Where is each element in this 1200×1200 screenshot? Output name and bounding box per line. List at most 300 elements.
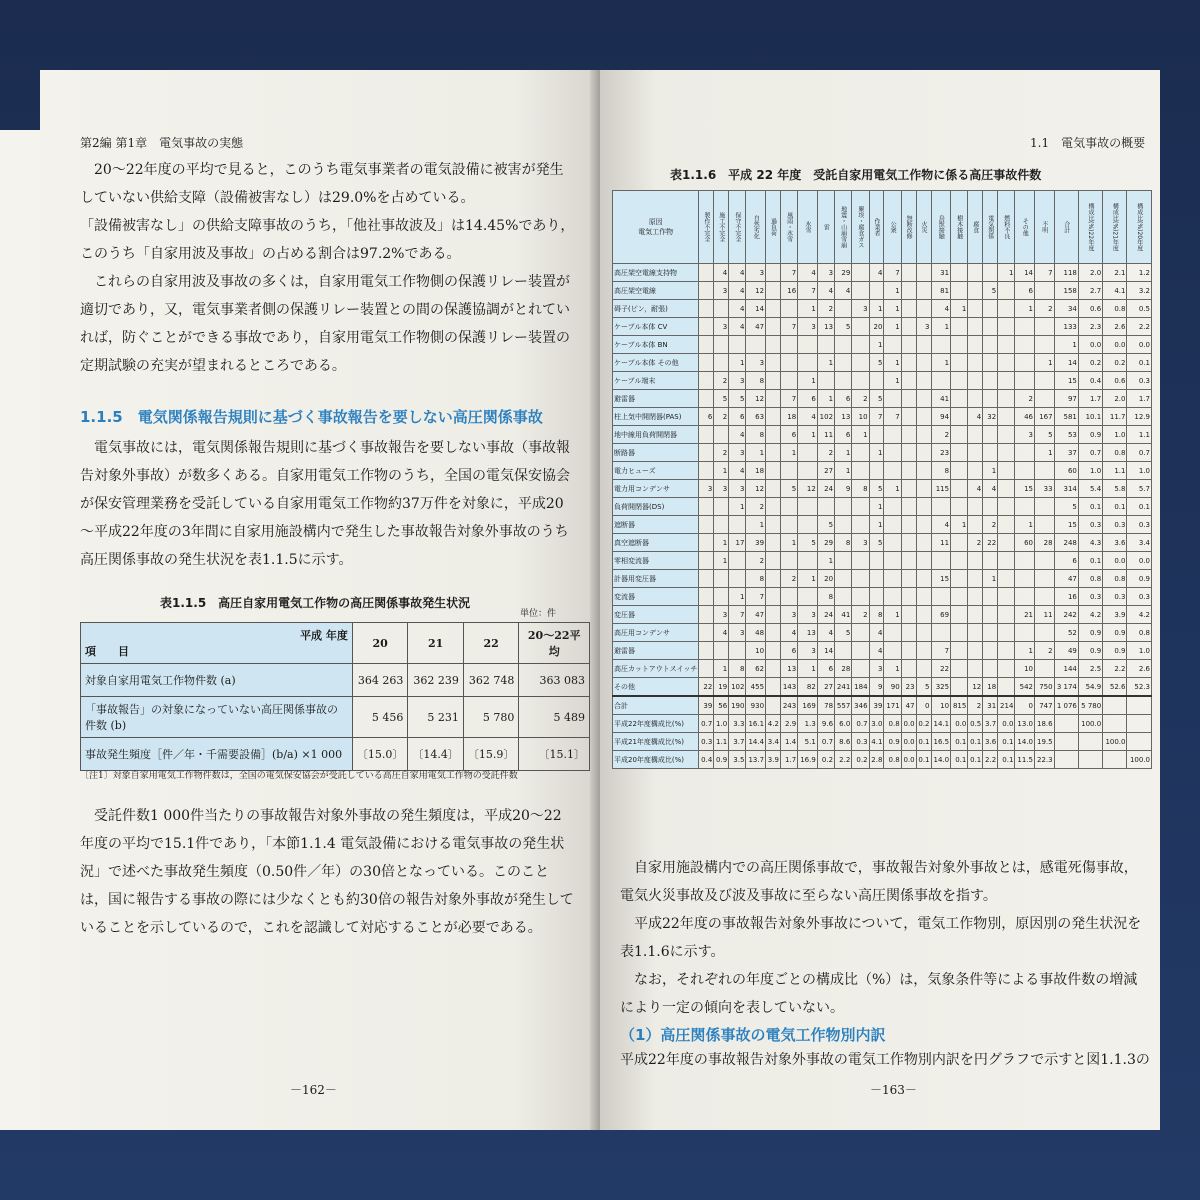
section-title: 1.1.5 電気関係報告規則に基づく事故報告を要しない高圧関係事故 bbox=[80, 408, 543, 426]
cell: 14.1 bbox=[931, 715, 951, 733]
cell: 1 bbox=[780, 534, 797, 552]
cell: 0.8 bbox=[1078, 570, 1102, 588]
cell bbox=[835, 498, 852, 516]
cell: 0.0 bbox=[901, 751, 916, 769]
cell: 10 bbox=[931, 696, 951, 715]
row-label: 真空遮断器 bbox=[613, 534, 699, 552]
cell: 0.1 bbox=[968, 751, 983, 769]
cell: 5 bbox=[729, 390, 746, 408]
cell: 3 bbox=[780, 606, 797, 624]
cell bbox=[951, 354, 968, 372]
table-row bbox=[613, 534, 1152, 552]
cell: 49 bbox=[1054, 642, 1078, 660]
cell: 12 bbox=[746, 282, 766, 300]
table-116-col-header: 地震・山崩雪崩 bbox=[835, 191, 852, 264]
cell: 2.9 bbox=[780, 715, 797, 733]
cell: 5 bbox=[983, 282, 998, 300]
cell: 363 083 bbox=[519, 664, 590, 697]
row-label: 電力ヒューズ bbox=[613, 462, 699, 480]
table-116-col-header: 燃料不良 bbox=[998, 191, 1015, 264]
cell: 3 bbox=[798, 318, 818, 336]
cell bbox=[766, 552, 781, 570]
cell bbox=[729, 642, 746, 660]
table-116-col-header: 自然劣化 bbox=[746, 191, 766, 264]
cell bbox=[1035, 318, 1055, 336]
cell: 7 bbox=[780, 318, 797, 336]
cell bbox=[780, 300, 797, 318]
cell: 1 bbox=[884, 282, 901, 300]
cell: 14.0 bbox=[1015, 733, 1035, 751]
cell: 1 bbox=[1035, 354, 1055, 372]
cell: 1 bbox=[798, 660, 818, 678]
cell: 4 bbox=[798, 264, 818, 282]
cell bbox=[1054, 733, 1078, 751]
cell bbox=[1015, 570, 1035, 588]
cell bbox=[884, 588, 901, 606]
cell bbox=[983, 300, 998, 318]
cell bbox=[766, 408, 781, 426]
cell: 4 bbox=[983, 480, 998, 498]
cell bbox=[699, 588, 714, 606]
cell bbox=[998, 552, 1015, 570]
cell bbox=[951, 372, 968, 390]
cell: 5 bbox=[1035, 426, 1055, 444]
cell bbox=[766, 372, 781, 390]
cell bbox=[766, 390, 781, 408]
cell: 5 bbox=[1054, 498, 1078, 516]
cell: 0.0 bbox=[1127, 552, 1152, 570]
cell bbox=[931, 552, 951, 570]
cell: 6 bbox=[780, 426, 797, 444]
cell: 0.0 bbox=[1078, 336, 1102, 354]
cell bbox=[1035, 282, 1055, 300]
cell bbox=[869, 282, 884, 300]
cell: 4 bbox=[729, 318, 746, 336]
cell: 4.3 bbox=[1078, 534, 1102, 552]
cell: 3 bbox=[916, 318, 931, 336]
cell bbox=[983, 264, 998, 282]
cell bbox=[699, 660, 714, 678]
table-row bbox=[613, 733, 1152, 751]
cell: 0.7 bbox=[1127, 444, 1152, 462]
cell: 0.4 bbox=[1078, 372, 1102, 390]
cell: 1.0 bbox=[1078, 462, 1102, 480]
table-115-col: 22 bbox=[463, 623, 519, 664]
cell: 362 239 bbox=[408, 664, 464, 697]
cell: 0.1 bbox=[1103, 498, 1127, 516]
cell bbox=[901, 444, 916, 462]
table-116-col-header: 構成比(%)20年度 bbox=[1127, 191, 1152, 264]
right-page-number: －163－ bbox=[870, 1083, 917, 1097]
cell: 94 bbox=[931, 408, 951, 426]
cell: 1 bbox=[835, 462, 852, 480]
cell: 5 bbox=[714, 390, 729, 408]
cell bbox=[901, 318, 916, 336]
cell: 0 bbox=[916, 696, 931, 715]
cell bbox=[901, 354, 916, 372]
cell: 0.0 bbox=[901, 715, 916, 733]
row-label: ケーブル本体 BN bbox=[613, 336, 699, 354]
cell: 8.6 bbox=[835, 733, 852, 751]
cell bbox=[901, 336, 916, 354]
cell: 0.1 bbox=[951, 733, 968, 751]
row-label: 合計 bbox=[613, 696, 699, 715]
cell: 19.5 bbox=[1035, 733, 1055, 751]
cell: 1.7 bbox=[780, 751, 797, 769]
cell: 0.8 bbox=[1103, 570, 1127, 588]
table-115-header-item: 項 目 bbox=[85, 645, 129, 658]
cell: 0.7 bbox=[852, 715, 869, 733]
cell: 542 bbox=[1015, 678, 1035, 697]
cell: 12 bbox=[746, 390, 766, 408]
cell: 3 bbox=[852, 534, 869, 552]
cell bbox=[766, 336, 781, 354]
cell: 60 bbox=[1015, 534, 1035, 552]
cell bbox=[983, 318, 998, 336]
cell: 6 bbox=[780, 642, 797, 660]
cell: 54.9 bbox=[1078, 678, 1102, 697]
cell: 0.9 bbox=[1103, 642, 1127, 660]
cell bbox=[951, 552, 968, 570]
cell: 1 bbox=[852, 426, 869, 444]
cell: 0.8 bbox=[1127, 624, 1152, 642]
cell: 13 bbox=[780, 660, 797, 678]
cell: 0.2 bbox=[916, 715, 931, 733]
cell: 11 bbox=[1035, 606, 1055, 624]
cell bbox=[852, 462, 869, 480]
cell: 2 bbox=[817, 444, 834, 462]
cell bbox=[916, 624, 931, 642]
cell bbox=[852, 570, 869, 588]
cell: 0.6 bbox=[1103, 372, 1127, 390]
cell bbox=[1015, 552, 1035, 570]
cell: 6.0 bbox=[835, 715, 852, 733]
cell: 1.0 bbox=[1127, 642, 1152, 660]
cell: 6 bbox=[699, 408, 714, 426]
cell: 5 bbox=[780, 480, 797, 498]
cell bbox=[798, 588, 818, 606]
cell: 1 bbox=[983, 570, 998, 588]
cell: 3 bbox=[1015, 426, 1035, 444]
row-label: その他 bbox=[613, 678, 699, 697]
table-116-corner bbox=[613, 191, 699, 264]
cell: 14 bbox=[817, 642, 834, 660]
cell bbox=[766, 642, 781, 660]
cell: 143 bbox=[780, 678, 797, 697]
table-115-unit: 単位：件 bbox=[520, 609, 557, 619]
left-page-number: －162－ bbox=[290, 1083, 337, 1097]
table-116-col-header: 不明 bbox=[1035, 191, 1055, 264]
cell: 〔15.0〕 bbox=[352, 738, 408, 771]
cell bbox=[968, 282, 983, 300]
cell: 9 bbox=[835, 480, 852, 498]
cell: 10 bbox=[746, 642, 766, 660]
cell bbox=[884, 462, 901, 480]
table-row bbox=[613, 588, 1152, 606]
cell bbox=[901, 480, 916, 498]
cell bbox=[998, 516, 1015, 534]
cell: 8 bbox=[746, 570, 766, 588]
row-label: 「事故報告」の対象になっていない高圧関係事故の件数 (b) bbox=[81, 697, 353, 738]
cell: 118 bbox=[1054, 264, 1078, 282]
cell bbox=[916, 642, 931, 660]
cell: 5 780 bbox=[1078, 696, 1102, 715]
cell: 13 bbox=[817, 318, 834, 336]
cell: 12.9 bbox=[1127, 408, 1152, 426]
cell: 0.1 bbox=[1127, 354, 1152, 372]
cell bbox=[699, 570, 714, 588]
cell: 1 bbox=[931, 318, 951, 336]
cell bbox=[798, 354, 818, 372]
cell: 29 bbox=[817, 534, 834, 552]
cell bbox=[983, 372, 998, 390]
cell: 20 bbox=[869, 318, 884, 336]
cell bbox=[699, 516, 714, 534]
cell: 47 bbox=[746, 318, 766, 336]
cell bbox=[1015, 444, 1035, 462]
cell bbox=[869, 570, 884, 588]
cell: 7 bbox=[931, 642, 951, 660]
cell: 12 bbox=[968, 678, 983, 697]
cell: 1 bbox=[951, 300, 968, 318]
cell bbox=[852, 336, 869, 354]
cell: 0.3 bbox=[1078, 588, 1102, 606]
cell bbox=[766, 318, 781, 336]
cell: 144 bbox=[1054, 660, 1078, 678]
cell bbox=[699, 444, 714, 462]
cell: 1.1 bbox=[714, 733, 729, 751]
cell bbox=[780, 498, 797, 516]
cell bbox=[998, 318, 1015, 336]
left-running-header: 第2編 第1章 電気事故の実態 bbox=[80, 136, 244, 150]
cell bbox=[699, 534, 714, 552]
table-row bbox=[613, 390, 1152, 408]
cell: 214 bbox=[998, 696, 1015, 715]
cell: 16.1 bbox=[746, 715, 766, 733]
cell: 0.0 bbox=[1103, 336, 1127, 354]
cell bbox=[884, 426, 901, 444]
cell: 3.9 bbox=[1103, 606, 1127, 624]
cell bbox=[1035, 516, 1055, 534]
cell bbox=[714, 354, 729, 372]
cell: 2.7 bbox=[1078, 282, 1102, 300]
cell bbox=[916, 534, 931, 552]
cell bbox=[835, 642, 852, 660]
row-label: 変圧器 bbox=[613, 606, 699, 624]
cell bbox=[869, 588, 884, 606]
cell: 22 bbox=[983, 534, 998, 552]
cell bbox=[835, 588, 852, 606]
row-label: 対象自家用電気工作物件数 (a) bbox=[81, 664, 353, 697]
cell bbox=[916, 498, 931, 516]
cell: 184 bbox=[852, 678, 869, 697]
cell: 0.2 bbox=[817, 751, 834, 769]
cell: 41 bbox=[835, 606, 852, 624]
cell: 1.7 bbox=[1078, 390, 1102, 408]
cell bbox=[968, 318, 983, 336]
table-row bbox=[613, 318, 1152, 336]
cell bbox=[714, 642, 729, 660]
cell: 9.6 bbox=[817, 715, 834, 733]
cell: 6 bbox=[817, 660, 834, 678]
cell bbox=[998, 354, 1015, 372]
table-row bbox=[613, 372, 1152, 390]
cell bbox=[766, 660, 781, 678]
cell bbox=[780, 552, 797, 570]
cell: 100.0 bbox=[1103, 733, 1127, 751]
cell: 0.0 bbox=[1103, 552, 1127, 570]
cell: 16.5 bbox=[931, 733, 951, 751]
cell: 1 bbox=[714, 660, 729, 678]
table-115 bbox=[80, 622, 590, 771]
cell bbox=[998, 660, 1015, 678]
cell: 69 bbox=[931, 606, 951, 624]
cell: 32 bbox=[983, 408, 998, 426]
cell bbox=[766, 264, 781, 282]
table-116-col-header: 施工不完全 bbox=[714, 191, 729, 264]
cell bbox=[852, 588, 869, 606]
table-row bbox=[613, 606, 1152, 624]
cell bbox=[714, 336, 729, 354]
cell: 1.3 bbox=[798, 715, 818, 733]
table-row bbox=[613, 480, 1152, 498]
cell: 11 bbox=[817, 426, 834, 444]
cell: 0.8 bbox=[884, 715, 901, 733]
cell: 0.3 bbox=[699, 733, 714, 751]
table-115-note: 〔注1〕対象自家用電気工作物件数は，全国の電気保安協会が受託している高圧自家用電気工作物の受託件数 bbox=[80, 771, 518, 781]
cell: 24 bbox=[817, 606, 834, 624]
section-paragraph: 電気事故には，電気関係報告規則に基づく事故報告を要しない事故（事故報告対象外事故）が数多くある。自家用電気工作物のうち，全国の電気保安協会が保安管理業務を受託している自家用電気工作物約37万件を対象に，平成20～平成22年度の3年間に自家用施設構内で発生した事故報告対象外事故のうち高圧関係事故の発生状況を表1.1.5に示す。 bbox=[80, 440, 570, 568]
table-115-header-cell bbox=[81, 623, 353, 664]
cell: 10 bbox=[852, 408, 869, 426]
cell: 1 bbox=[798, 426, 818, 444]
left-paragraph-1: 20～22年度の平均で見ると，このうち電気事業者の電気設備に被害が発生していない供給支障（設備被害なし）は29.0%を占めている。 bbox=[80, 162, 564, 206]
cell bbox=[968, 264, 983, 282]
cell: 5 bbox=[835, 624, 852, 642]
cell: 0.0 bbox=[998, 715, 1015, 733]
cell bbox=[931, 498, 951, 516]
cell: 248 bbox=[1054, 534, 1078, 552]
cell bbox=[951, 606, 968, 624]
cell: 1 bbox=[884, 606, 901, 624]
cell bbox=[1035, 588, 1055, 606]
cell: 4 bbox=[869, 642, 884, 660]
cell bbox=[699, 282, 714, 300]
table-row bbox=[613, 552, 1152, 570]
cell: 8 bbox=[729, 660, 746, 678]
cell: 362 748 bbox=[463, 664, 519, 697]
cell bbox=[951, 462, 968, 480]
cell: 1 bbox=[729, 588, 746, 606]
cell: 78 bbox=[817, 696, 834, 715]
cell bbox=[983, 498, 998, 516]
cell bbox=[852, 282, 869, 300]
cell: 100.0 bbox=[1127, 751, 1152, 769]
cell: 18 bbox=[780, 408, 797, 426]
cell bbox=[951, 282, 968, 300]
cell: 5 489 bbox=[519, 697, 590, 738]
cell: 3.2 bbox=[1127, 282, 1152, 300]
cell bbox=[998, 588, 1015, 606]
cell: 3 bbox=[852, 300, 869, 318]
cell: 0.1 bbox=[916, 733, 931, 751]
cell: 5 bbox=[798, 534, 818, 552]
cell: 14 bbox=[1054, 354, 1078, 372]
cell bbox=[1054, 751, 1078, 769]
cell: 1 bbox=[951, 516, 968, 534]
cell bbox=[729, 552, 746, 570]
table-115-col: 20～22平均 bbox=[519, 623, 590, 664]
cell: 7 bbox=[798, 282, 818, 300]
cell: 47 bbox=[746, 606, 766, 624]
cell bbox=[884, 390, 901, 408]
cell: 41 bbox=[931, 390, 951, 408]
cell bbox=[901, 534, 916, 552]
table-115-col: 21 bbox=[408, 623, 464, 664]
cell: 0.9 bbox=[1078, 642, 1102, 660]
subsection-title: （1）高圧関係事故の電気工作物別内訳 bbox=[620, 1026, 886, 1044]
cell bbox=[916, 354, 931, 372]
subsection-text: 平成22年度の事故報告対象外事故の電気工作物別内訳を円グラフで示すと図1.1.3の bbox=[620, 1052, 1150, 1068]
cell bbox=[884, 516, 901, 534]
closing-paragraph: 受託件数1 000件当たりの事故報告対象外事故の発生頻度は，平成20～22年度の平均で15.1件であり，「本節1.1.4 電気設備における電気事故の発生状況」で述べた事故発生頻度（0.50件／年）の30倍となっている。このことは，国に報告する事故の際には少なくとも約30倍の報告対象外事故が発生していることを示しているので，これを認識して対応することが必要である。 bbox=[80, 808, 574, 936]
cell: 14.4 bbox=[746, 733, 766, 751]
cell: 5.8 bbox=[1103, 480, 1127, 498]
cell bbox=[901, 372, 916, 390]
cell: 10.1 bbox=[1078, 408, 1102, 426]
cell: 4 bbox=[714, 624, 729, 642]
cell: 47 bbox=[1054, 570, 1078, 588]
cell: 0.1 bbox=[951, 751, 968, 769]
row-label: 事故発生頻度［件／年・千需要設備］(b/a) ×1 000 bbox=[81, 738, 353, 771]
cell bbox=[1015, 318, 1035, 336]
cell bbox=[931, 372, 951, 390]
cell: 133 bbox=[1054, 318, 1078, 336]
cell: 0.4 bbox=[699, 751, 714, 769]
cell: 5 bbox=[869, 480, 884, 498]
cell: 455 bbox=[746, 678, 766, 697]
cell: 750 bbox=[1035, 678, 1055, 697]
cell bbox=[901, 498, 916, 516]
cell bbox=[766, 282, 781, 300]
cell: 34 bbox=[1054, 300, 1078, 318]
cell: 0.3 bbox=[1127, 372, 1152, 390]
cell: 1 bbox=[1015, 642, 1035, 660]
cell bbox=[699, 642, 714, 660]
cell: 2.1 bbox=[1103, 264, 1127, 282]
cell: 4 bbox=[729, 264, 746, 282]
cell bbox=[998, 444, 1015, 462]
table-row bbox=[613, 624, 1152, 642]
cell: 3.7 bbox=[983, 715, 998, 733]
cell bbox=[852, 444, 869, 462]
cell bbox=[1015, 354, 1035, 372]
cell: 3.9 bbox=[766, 751, 781, 769]
cell bbox=[998, 606, 1015, 624]
cell: 1 bbox=[1015, 300, 1035, 318]
cell: 3 bbox=[714, 606, 729, 624]
cell bbox=[729, 336, 746, 354]
cell: 12 bbox=[746, 480, 766, 498]
cell: 1 bbox=[798, 300, 818, 318]
cell bbox=[714, 426, 729, 444]
cell: 2.0 bbox=[1078, 264, 1102, 282]
cell: 19 bbox=[714, 678, 729, 697]
cell bbox=[983, 336, 998, 354]
table-row bbox=[81, 738, 590, 771]
cell bbox=[869, 552, 884, 570]
row-label: ケーブル本体 CV bbox=[613, 318, 699, 336]
